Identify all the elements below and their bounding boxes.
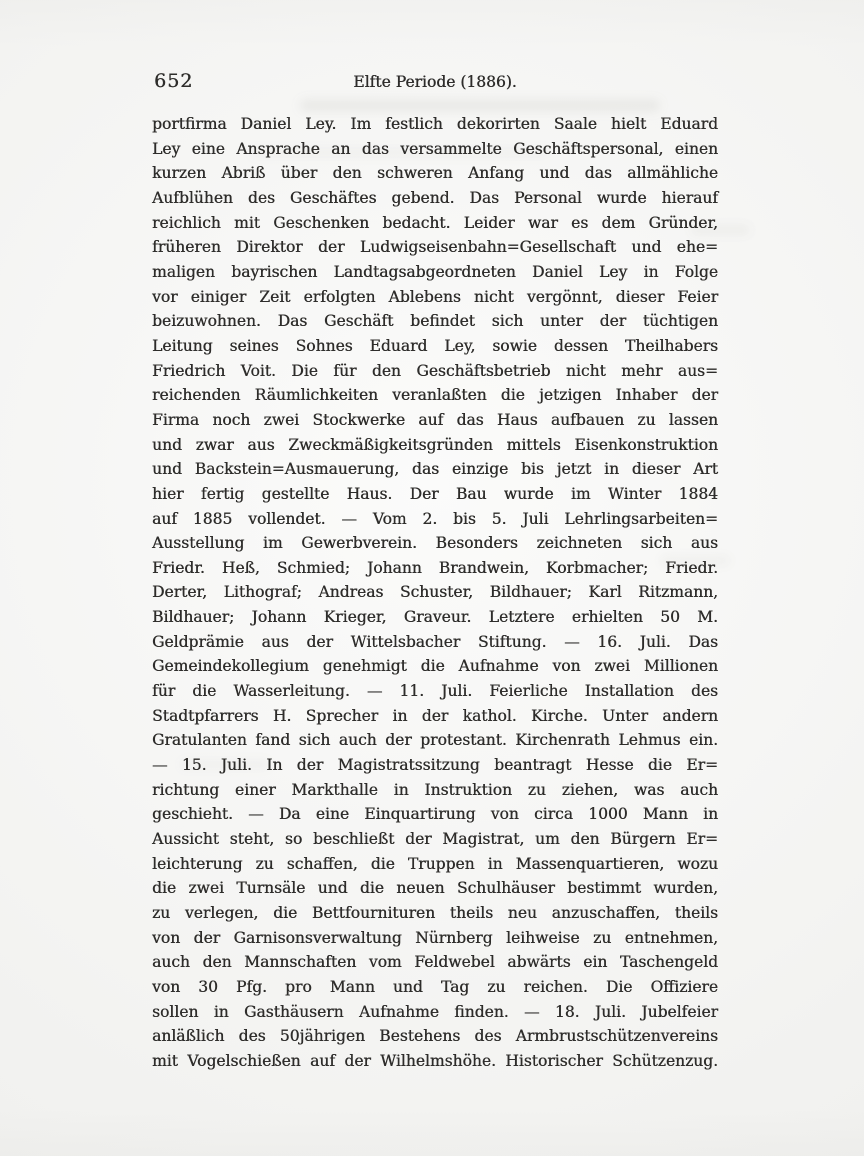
text-line: — 15. Juli. In der Magistratssitzung beantragt Hesse die Er= — [152, 756, 718, 775]
text-line: sollen in Gasthäusern Aufnahme finden. — 18. Juli. Jubelfeier — [152, 1002, 718, 1021]
text-line: reichlich mit Geschenken bedacht. Leider war es dem Gründer, — [152, 213, 718, 232]
body-text — [152, 112, 718, 1074]
text-line: Geldprämie aus der Wittelsbacher Stiftung. — 16. Juli. Das — [152, 632, 718, 651]
text-line: Friedrich Voit. Die für den Geschäftsbetrieb nicht mehr aus= — [152, 361, 718, 380]
text-line: vor einiger Zeit erfolgten Ablebens nicht vergönnt, dieser Feier — [152, 287, 718, 306]
text-line: Stadtpfarrers H. Sprecher in der kathol. Kirche. Unter andern — [152, 706, 718, 725]
text-line: maligen bayrischen Landtagsabgeordneten Daniel Ley in Folge — [152, 262, 718, 281]
text-line: die zwei Turnsäle und die neuen Schulhäuser bestimmt wurden, — [152, 879, 718, 898]
text-line: Leitung seines Sohnes Eduard Ley, sowie dessen Theilhabers — [152, 336, 718, 355]
running-header: Elfte Periode (1886). — [353, 73, 517, 91]
text-line: früheren Direktor der Ludwigseisenbahn=Gesellschaft und ehe= — [152, 238, 718, 257]
text-line: Gratulanten fand sich auch der protestant. Kirchenrath Lehmus ein. — [152, 731, 718, 750]
text-line: zu verlegen, die Bettfournituren theils neu anzuschaffen, theils — [152, 904, 718, 922]
text-line: Derter, Lithograf; Andreas Schuster, Bildhauer; Karl Ritzmann, — [152, 583, 718, 602]
text-line: Bildhauer; Johann Krieger, Graveur. Letztere erhielten 50 M. — [152, 608, 718, 627]
text-line: auf 1885 vollendet. — Vom 2. bis 5. Juli Lehrlingsarbeiten= — [152, 509, 718, 528]
text-line: anläßlich des 50jährigen Bestehens des Armbrustschützenvereins — [152, 1027, 718, 1046]
text-line: Friedr. Heß, Schmied; Johann Brandwein, Korbmacher; Friedr. — [152, 558, 718, 577]
text-line: für die Wasserleitung. — 11. Juli. Feierliche Installation des — [152, 682, 718, 701]
text-line: hier fertig gestellte Haus. Der Bau wurde im Winter 1884 — [152, 484, 718, 503]
text-line: richtung einer Markthalle in Instruktion zu ziehen, was auch — [152, 780, 718, 799]
scan-artifact — [300, 100, 660, 111]
text-line: und zwar aus Zweckmäßigkeitsgründen mittels Eisenkonstruktion — [152, 435, 718, 454]
text-line: und Backstein=Ausmauerung, das einzige bis jetzt in dieser Art — [152, 460, 718, 479]
text-line: mit Vogelschießen auf der Wilhelmshöhe. Historischer Schützenzug. — [152, 1051, 718, 1070]
text-line: von der Garnisonsverwaltung Nürnberg leihweise zu entnehmen, — [152, 928, 718, 947]
text-line: portfirma Daniel Ley. Im festlich dekorirten Saale hielt Eduard — [152, 115, 718, 133]
text-line: geschieht. — Da eine Einquartirung von circa 1000 Mann in — [152, 805, 718, 824]
text-line: Ausstellung im Gewerbverein. Besonders zeichneten sich aus — [152, 534, 718, 553]
text-line: kurzen Abriß über den schweren Anfang und das allmähliche — [152, 164, 718, 183]
text-line: Aussicht steht, so beschließt der Magistrat, um den Bürgern Er= — [152, 830, 718, 849]
text-line: leichterung zu schaffen, die Truppen in Massenquartieren, wozu — [152, 854, 718, 873]
text-line: auch den Mannschaften vom Feldwebel abwärts ein Taschengeld — [152, 953, 718, 972]
text-line: Firma noch zwei Stockwerke auf das Haus aufbauen zu lassen — [152, 410, 718, 429]
text-line: Ley eine Ansprache an das versammelte Geschäftspersonal, einen — [152, 139, 718, 158]
text-line: beizuwohnen. Das Geschäft befindet sich unter der tüchtigen — [152, 312, 718, 331]
text-line: Aufblühen des Geschäftes gebend. Das Personal wurde hierauf — [152, 188, 718, 207]
text-line: reichenden Räumlichkeiten veranlaßten die jetzigen Inhaber der — [152, 386, 718, 405]
text-line: Gemeindekollegium genehmigt die Aufnahme von zwei Millionen — [152, 657, 718, 676]
text-line: von 30 Pfg. pro Mann und Tag zu reichen. Die Offiziere — [152, 977, 718, 996]
page-number: 652 — [154, 70, 194, 92]
page-header — [152, 70, 718, 96]
